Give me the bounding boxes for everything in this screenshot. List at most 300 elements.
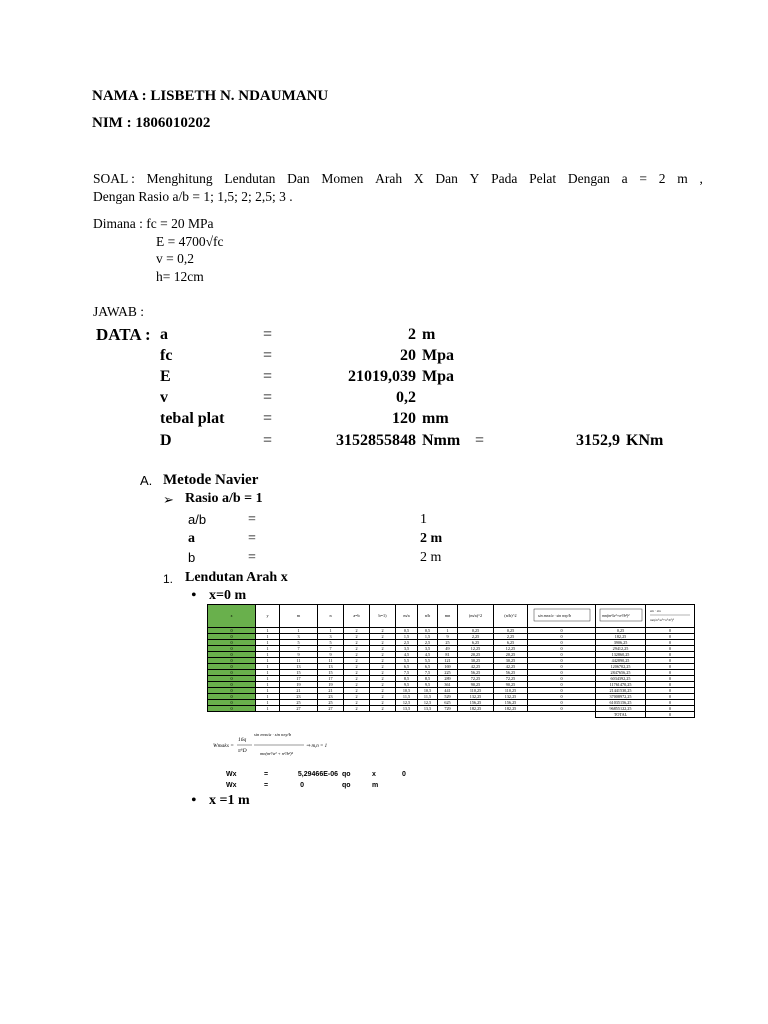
table-header: m bbox=[280, 605, 318, 628]
table-cell: 6,5 bbox=[396, 664, 418, 670]
table-header: m/a bbox=[396, 605, 418, 628]
result-cell: Wx bbox=[226, 782, 237, 789]
table-cell: 21 bbox=[280, 688, 318, 694]
table-cell: 13,5 bbox=[396, 706, 418, 712]
table-cell: 15 bbox=[318, 670, 344, 676]
soal-line-1 bbox=[93, 171, 703, 187]
table-cell: 0,25 bbox=[458, 628, 494, 634]
table-cell: 0 bbox=[646, 688, 695, 694]
table-cell: 0,25 bbox=[494, 628, 528, 634]
table-cell: 2 bbox=[370, 652, 396, 658]
result-cell: 5,29466E-06 bbox=[297, 771, 338, 778]
table-cell: 56,25 bbox=[458, 670, 494, 676]
table-cell: 0 bbox=[528, 664, 596, 670]
table-cell: 1 bbox=[256, 676, 280, 682]
table-cell: 3,5 bbox=[396, 646, 418, 652]
section-marker: A. bbox=[140, 473, 153, 488]
data-label: fc bbox=[160, 347, 173, 364]
data-value: 0,2 bbox=[396, 389, 416, 406]
table-cell: 0 bbox=[528, 640, 596, 646]
table-cell: 0 bbox=[208, 676, 256, 682]
table-cell: 7 bbox=[280, 646, 318, 652]
table-cell: 42,25 bbox=[494, 664, 528, 670]
table-cell: 12,5 bbox=[418, 700, 438, 706]
table-cell: 12,25 bbox=[458, 646, 494, 652]
table-cell: 2 bbox=[370, 688, 396, 694]
table-cell: 0 bbox=[528, 676, 596, 682]
table-cell: 156,25 bbox=[494, 700, 528, 706]
table-cell: 2 bbox=[370, 658, 396, 664]
data-value: 21019,039 bbox=[348, 368, 416, 385]
table-cell: 1 bbox=[256, 652, 280, 658]
soal-word: = bbox=[639, 171, 647, 186]
param-label: a bbox=[188, 531, 195, 546]
table-cell: 10,5 bbox=[396, 688, 418, 694]
formula-lhs: Wmaks = bbox=[213, 743, 234, 749]
result-cell: 0 bbox=[402, 771, 406, 778]
x0-heading: x=0 m bbox=[209, 588, 247, 603]
data-label: tebal plat bbox=[160, 410, 225, 427]
table-cell: 3 bbox=[318, 634, 344, 640]
data-unit: mm bbox=[422, 410, 449, 427]
sub-marker: 1. bbox=[163, 572, 174, 586]
table-cell: 7,5 bbox=[396, 670, 418, 676]
table-header: x bbox=[208, 605, 256, 628]
table-cell: 42,25 bbox=[458, 664, 494, 670]
table-cell: 21441530,25 bbox=[596, 688, 646, 694]
table-cell: 1 bbox=[256, 682, 280, 688]
soal-word: a bbox=[621, 171, 628, 186]
table-cell: 0 bbox=[528, 634, 596, 640]
table-header: y bbox=[256, 605, 280, 628]
table-cell: 0 bbox=[208, 682, 256, 688]
table-cell: 3,5 bbox=[418, 646, 438, 652]
table-cell: 96855122,25 bbox=[596, 706, 646, 712]
table-cell: 21 bbox=[318, 688, 344, 694]
param-label: b bbox=[188, 550, 196, 565]
table-cell: 19 bbox=[318, 682, 344, 688]
table-cell: 3 bbox=[280, 634, 318, 640]
table-header: n bbox=[318, 605, 344, 628]
table-cell: 61035156,25 bbox=[596, 700, 646, 706]
table-cell: 2 bbox=[344, 676, 370, 682]
table-cell: 0 bbox=[528, 694, 596, 700]
table-cell: 225 bbox=[438, 670, 458, 676]
svg-text:sin mπx/a · sin nπy/b: sin mπx/a · sin nπy/b bbox=[254, 732, 292, 737]
table-cell: 2 bbox=[344, 640, 370, 646]
data-label: a bbox=[160, 326, 168, 343]
formula-tail: ⇒ m,n = 1 bbox=[306, 744, 328, 749]
table-cell: 0 bbox=[528, 670, 596, 676]
table-cell: 110,25 bbox=[494, 688, 528, 694]
table-cell: 2 bbox=[370, 676, 396, 682]
formula-den: π⁶D bbox=[238, 748, 247, 754]
table-cell: 0 bbox=[208, 700, 256, 706]
data-title: DATA : bbox=[96, 325, 151, 344]
table-cell: 0 bbox=[208, 694, 256, 700]
table-cell: 182,25 bbox=[596, 634, 646, 640]
table-header: (n/b)^2 bbox=[494, 605, 528, 628]
result-cell: Wx bbox=[226, 771, 237, 778]
table-cell: 442890,25 bbox=[596, 658, 646, 664]
table-cell: 72,25 bbox=[458, 676, 494, 682]
table-cell: 0 bbox=[528, 652, 596, 658]
data-value: 120 bbox=[392, 410, 416, 427]
table-cell: 2 bbox=[370, 700, 396, 706]
table-cell: 2 bbox=[370, 664, 396, 670]
table-cell: 2,5 bbox=[396, 640, 418, 646]
svg-text:mn(m²/a²+n²/b²)²: mn(m²/a²+n²/b²)² bbox=[601, 613, 629, 618]
table-cell: 2 bbox=[344, 694, 370, 700]
table-cell: 132860,25 bbox=[596, 652, 646, 658]
formula-num: 16q bbox=[238, 737, 247, 743]
table-cell: 2 bbox=[344, 646, 370, 652]
table-cell: 0 bbox=[208, 670, 256, 676]
table-cell: 0 bbox=[208, 688, 256, 694]
table-cell: 2 bbox=[344, 664, 370, 670]
table-cell: 1206702,25 bbox=[596, 664, 646, 670]
table-cell: 11,5 bbox=[396, 694, 418, 700]
data-eq: = bbox=[263, 432, 273, 449]
table-cell: 2 bbox=[370, 628, 396, 634]
bullet-icon: • bbox=[191, 792, 197, 809]
table-cell: 17 bbox=[280, 676, 318, 682]
table-cell: 1 bbox=[280, 628, 318, 634]
table-cell: 1 bbox=[256, 646, 280, 652]
table-cell: 0 bbox=[646, 640, 695, 646]
soal-word: Menghitung bbox=[146, 171, 213, 186]
table-cell: 1 bbox=[256, 700, 280, 706]
soal-word: Lendutan bbox=[224, 171, 276, 186]
table-cell: 0 bbox=[646, 694, 695, 700]
table-cell: 0 bbox=[208, 640, 256, 646]
table-cell: 27 bbox=[280, 706, 318, 712]
param-eq: = bbox=[248, 512, 256, 527]
table-cell: 2 bbox=[370, 670, 396, 676]
table-cell: 132,25 bbox=[494, 694, 528, 700]
result-cell: m bbox=[372, 782, 379, 789]
table-cell: 2 bbox=[344, 628, 370, 634]
table-cell: 0 bbox=[528, 706, 596, 712]
result-cell: = bbox=[264, 782, 269, 789]
table-cell: 1 bbox=[438, 628, 458, 634]
table-cell: 6034392,25 bbox=[596, 676, 646, 682]
table-cell: 2 bbox=[370, 646, 396, 652]
table-cell: 13,5 bbox=[418, 706, 438, 712]
sub-title: Lendutan Arah x bbox=[185, 570, 288, 585]
soal-word: SOAL : bbox=[93, 171, 135, 186]
result-cell: = bbox=[264, 771, 269, 778]
table-cell: 0 bbox=[528, 628, 596, 634]
table-cell: 8,5 bbox=[418, 676, 438, 682]
table-cell: 2 bbox=[344, 658, 370, 664]
table-cell: 9,5 bbox=[418, 682, 438, 688]
table-cell: 2,25 bbox=[458, 634, 494, 640]
table-cell: 182,25 bbox=[494, 706, 528, 712]
table-cell: 0,5 bbox=[418, 628, 438, 634]
table-cell: 0 bbox=[646, 628, 695, 634]
table-cell: 0,25 bbox=[596, 628, 646, 634]
table-cell: 9,5 bbox=[396, 682, 418, 688]
table-cell: 15 bbox=[280, 670, 318, 676]
table-cell: 12,5 bbox=[396, 700, 418, 706]
table-cell: 0 bbox=[646, 646, 695, 652]
table-cell: 20,25 bbox=[458, 652, 494, 658]
table-header: mn bbox=[438, 605, 458, 628]
table-cell: 0 bbox=[646, 652, 695, 658]
param-eq: = bbox=[248, 531, 256, 546]
svg-text:sin mπx/a · sin nπy/b: sin mπx/a · sin nπy/b bbox=[537, 613, 571, 618]
table-cell: 17 bbox=[318, 676, 344, 682]
table-cell: 0 bbox=[646, 664, 695, 670]
data-value: 20 bbox=[400, 347, 416, 364]
table-cell: 30,25 bbox=[494, 658, 528, 664]
table-cell: 441 bbox=[438, 688, 458, 694]
soal-word: Y bbox=[469, 171, 480, 186]
soal-word: X bbox=[413, 171, 424, 186]
result-cell: x bbox=[372, 771, 376, 778]
table-cell: 0 bbox=[208, 658, 256, 664]
table-cell: 5 bbox=[318, 640, 344, 646]
soal-word: Dan bbox=[435, 171, 458, 186]
table-header: a=b bbox=[344, 605, 370, 628]
table-cell: 9 bbox=[318, 652, 344, 658]
table-cell: 3906,25 bbox=[596, 640, 646, 646]
data-eq: = bbox=[263, 368, 273, 385]
table-cell: 56,25 bbox=[494, 670, 528, 676]
svg-text:sin · sin: sin · sin bbox=[650, 609, 661, 613]
table-cell: 13 bbox=[280, 664, 318, 670]
table-header: n/b bbox=[418, 605, 438, 628]
total-value: 0 bbox=[646, 712, 695, 718]
table-cell: 25 bbox=[280, 700, 318, 706]
table-cell: 0 bbox=[646, 706, 695, 712]
table-cell: 0 bbox=[528, 700, 596, 706]
dimana-v: v = 0,2 bbox=[156, 251, 194, 266]
param-label: a/b bbox=[188, 512, 207, 527]
table-cell: 2 bbox=[344, 652, 370, 658]
table-cell: 1 bbox=[256, 658, 280, 664]
navier-table bbox=[207, 604, 695, 718]
table-cell: 0 bbox=[528, 682, 596, 688]
table-cell: 90,25 bbox=[458, 682, 494, 688]
dimana-e: E = 4700√fc bbox=[156, 234, 224, 249]
table-cell: 12,25 bbox=[494, 646, 528, 652]
table-cell: 29412,25 bbox=[596, 646, 646, 652]
table-cell: 0 bbox=[208, 706, 256, 712]
nim-line: NIM : 1806010202 bbox=[92, 115, 211, 131]
table-cell: 1 bbox=[256, 628, 280, 634]
table-cell: 10,5 bbox=[418, 688, 438, 694]
table-cell: 19 bbox=[280, 682, 318, 688]
table-cell: 289 bbox=[438, 676, 458, 682]
table-cell: 11 bbox=[280, 658, 318, 664]
table-cell: 132,25 bbox=[458, 694, 494, 700]
table-cell: 2 bbox=[370, 682, 396, 688]
data-eq: = bbox=[263, 326, 273, 343]
table-cell: 2847656,25 bbox=[596, 670, 646, 676]
rasio-heading: Rasio a/b = 1 bbox=[185, 491, 263, 506]
table-cell: 11,5 bbox=[418, 694, 438, 700]
table-cell: 361 bbox=[438, 682, 458, 688]
table-cell: 1 bbox=[256, 634, 280, 640]
table-total-row bbox=[208, 712, 695, 718]
result-cell: 0 bbox=[300, 782, 304, 789]
table-cell: 625 bbox=[438, 700, 458, 706]
table-cell: 0 bbox=[528, 658, 596, 664]
soal-word: Dan bbox=[287, 171, 310, 186]
total-label: TOTAL bbox=[596, 712, 646, 718]
table-cell: 1 bbox=[256, 706, 280, 712]
table-cell: 72,25 bbox=[494, 676, 528, 682]
data-unit: Mpa bbox=[422, 368, 454, 385]
table-cell: 156,25 bbox=[458, 700, 494, 706]
table-cell: 1 bbox=[256, 688, 280, 694]
soal-word: , bbox=[699, 171, 703, 186]
table-cell: 81 bbox=[438, 652, 458, 658]
table-cell: 8,5 bbox=[396, 676, 418, 682]
soal-line-2: Dengan Rasio a/b = 1; 1,5; 2; 2,5; 3 . bbox=[93, 189, 293, 204]
table-cell: 0 bbox=[646, 634, 695, 640]
result-cell: qo bbox=[342, 782, 351, 789]
soal-word: m bbox=[677, 171, 688, 186]
table-cell: 2 bbox=[370, 634, 396, 640]
table-cell: 13 bbox=[318, 664, 344, 670]
table-cell: 729 bbox=[438, 706, 458, 712]
table-header-row bbox=[208, 605, 695, 628]
dimana-fc: Dimana : fc = 20 MPa bbox=[93, 216, 214, 231]
table-cell: 2 bbox=[370, 694, 396, 700]
data-label: D bbox=[160, 432, 172, 449]
param-value: 1 bbox=[420, 512, 427, 527]
data-eq-2: = bbox=[475, 432, 485, 449]
table-cell: 1 bbox=[256, 640, 280, 646]
data-unit: Mpa bbox=[422, 347, 454, 364]
table-cell: 0 bbox=[528, 646, 596, 652]
data-eq: = bbox=[263, 347, 273, 364]
table-cell: 1 bbox=[256, 670, 280, 676]
table-cell: 169 bbox=[438, 664, 458, 670]
table-cell: 6,25 bbox=[494, 640, 528, 646]
table-cell: 0 bbox=[646, 658, 695, 664]
table-header: (m/a)^2 bbox=[458, 605, 494, 628]
sin-formula-header bbox=[528, 605, 596, 628]
dimana-h: h= 12cm bbox=[156, 269, 204, 284]
data-label: v bbox=[160, 389, 168, 406]
table-cell: 0 bbox=[208, 628, 256, 634]
table-cell: 9 bbox=[280, 652, 318, 658]
param-value: 2 m bbox=[420, 531, 443, 546]
table-cell: 4,5 bbox=[418, 652, 438, 658]
table-cell: 0 bbox=[208, 652, 256, 658]
table-cell: 20,25 bbox=[494, 652, 528, 658]
table-cell: 2 bbox=[344, 682, 370, 688]
svg-text:mn(m²/a² + n²/b²)²: mn(m²/a² + n²/b²)² bbox=[260, 751, 294, 756]
svg-text:mn(m²/a²+n²/b²)²: mn(m²/a²+n²/b²)² bbox=[650, 618, 674, 622]
soal-word: 2 bbox=[658, 171, 666, 186]
table-cell: 5 bbox=[280, 640, 318, 646]
table-cell: 7,5 bbox=[418, 670, 438, 676]
data-value: 2 bbox=[408, 326, 416, 343]
soal-word: Pada bbox=[491, 171, 518, 186]
bullet-icon: • bbox=[191, 587, 197, 604]
table-cell: 37008972,25 bbox=[596, 694, 646, 700]
table-cell: 0 bbox=[208, 664, 256, 670]
data-unit: m bbox=[422, 326, 436, 343]
table-cell: 25 bbox=[438, 640, 458, 646]
data-eq: = bbox=[263, 410, 273, 427]
table-cell: 9 bbox=[438, 634, 458, 640]
table-cell: 0 bbox=[646, 682, 695, 688]
jawab-label: JAWAB : bbox=[93, 304, 145, 319]
table-cell: 2 bbox=[344, 634, 370, 640]
table-cell: 2,25 bbox=[494, 634, 528, 640]
table-cell: 1 bbox=[256, 694, 280, 700]
param-value: 2 m bbox=[420, 550, 442, 565]
arrow-bullet-icon: ➢ bbox=[163, 492, 174, 507]
table-cell: 121 bbox=[438, 658, 458, 664]
wmaks-formula bbox=[212, 724, 338, 764]
table-cell: 110,25 bbox=[458, 688, 494, 694]
table-cell: 0 bbox=[528, 688, 596, 694]
soal-word: Dengan bbox=[567, 171, 610, 186]
table-cell: 2 bbox=[370, 640, 396, 646]
table-cell: 2 bbox=[344, 670, 370, 676]
table-cell: 1,5 bbox=[396, 634, 418, 640]
table-cell: 1 bbox=[256, 664, 280, 670]
table-cell: 0 bbox=[208, 634, 256, 640]
table-cell: 0 bbox=[208, 646, 256, 652]
name-line: NAMA : LISBETH N. NDAUMANU bbox=[92, 88, 329, 104]
table-cell: 6,5 bbox=[418, 664, 438, 670]
table-cell: 2 bbox=[344, 700, 370, 706]
table-cell: 23 bbox=[280, 694, 318, 700]
table-cell: 0 bbox=[646, 670, 695, 676]
table-cell: 0,5 bbox=[396, 628, 418, 634]
data-unit: Nmm bbox=[422, 432, 461, 449]
table-cell: 23 bbox=[318, 694, 344, 700]
denominator-formula-header bbox=[596, 605, 646, 628]
result-cell: qo bbox=[342, 771, 351, 778]
table-cell: 2 bbox=[344, 706, 370, 712]
table-cell: 27 bbox=[318, 706, 344, 712]
table-cell: 2 bbox=[344, 688, 370, 694]
x1-heading: x =1 m bbox=[209, 793, 250, 808]
ratio-formula-header bbox=[646, 605, 695, 628]
table-cell: 529 bbox=[438, 694, 458, 700]
table-cell: 2,5 bbox=[418, 640, 438, 646]
soal-word: Arah bbox=[375, 171, 403, 186]
table-cell: 25 bbox=[318, 700, 344, 706]
table-cell: 1,5 bbox=[418, 634, 438, 640]
soal-word: Momen bbox=[321, 171, 364, 186]
data-value: 3152855848 bbox=[336, 432, 416, 449]
table-cell: 0 bbox=[646, 700, 695, 706]
table-cell: 0 bbox=[646, 676, 695, 682]
soal-word: Pelat bbox=[529, 171, 557, 186]
data-value-knm: 3152,9 bbox=[576, 432, 620, 449]
table-cell: 5,5 bbox=[418, 658, 438, 664]
table-cell: 30,25 bbox=[458, 658, 494, 664]
table-cell: 7 bbox=[318, 646, 344, 652]
data-label: E bbox=[160, 368, 171, 385]
table-cell: 6,25 bbox=[458, 640, 494, 646]
table-cell: 11 bbox=[318, 658, 344, 664]
data-unit-knm: KNm bbox=[626, 432, 664, 449]
data-eq: = bbox=[263, 389, 273, 406]
table-cell: 5,5 bbox=[396, 658, 418, 664]
table-cell: 4,5 bbox=[396, 652, 418, 658]
